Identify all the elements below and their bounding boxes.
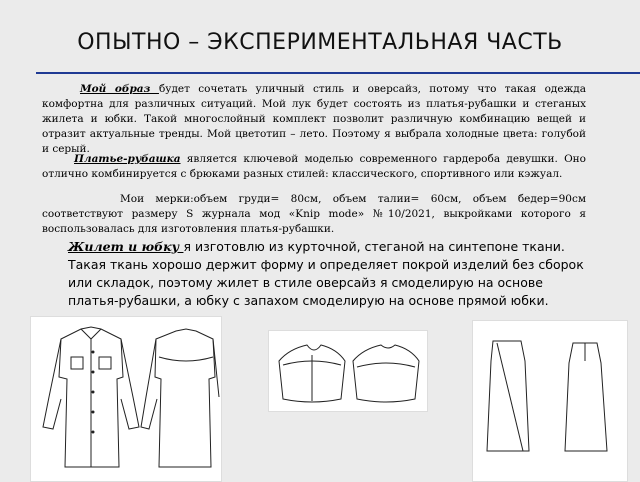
paragraph-shirt-dress bbox=[42, 152, 586, 182]
text-my-look: будет сочетать уличный стиль и оверсайз, потому что такая одежда комфортна для различных ситуаций. Мой лук будет состоять из платья-рубашки и стеганых жилета и юбки. Такой многослойный комплект позволит различную комбинацию вещей и отразит актуальные тренды. Мой цветотип – лето. Поэтому я выбрала холодные цвета: голубой и серый. bbox=[42, 83, 586, 155]
lead-my-look: Мой образ bbox=[80, 83, 159, 95]
lead-vest-skirt: Жилет и юбку bbox=[68, 239, 184, 254]
title-underline bbox=[36, 72, 640, 74]
text-shirt-dress: является ключевой моделью современного гардероба девушки. Оно отлично комбинируется с брюками разных стилей: классического, спортивного или кэжуал. bbox=[42, 153, 586, 180]
text-vest-skirt: я изготовлю из курточной, стеганой на синтепоне ткани. Такая ткань хорошо держит форму и определяет покрой изделий без сборок или складок, поэтому жилет в стиле оверсайз я смоделирую на основе платья-рубашки, а юбку с запахом смоделирую на основе прямой юбки. bbox=[68, 239, 584, 308]
lead-shirt-dress: Платье-рубашка bbox=[74, 153, 181, 165]
text-measurements: Мои мерки:объем груди= 80см, объем талии= 60см, объем бедер=90см соответствуют размеру S журнала мод «Knip mode» №10/2021, выкройками которого я воспользовалась для изготовления платья-рубашки. bbox=[42, 193, 586, 235]
shirt-dress-sketch bbox=[30, 316, 222, 482]
slide-title: ОПЫТНО – ЭКСПЕРИМЕНТАЛЬНАЯ ЧАСТЬ bbox=[77, 30, 563, 55]
paragraph-measurements bbox=[42, 192, 586, 237]
skirt-sketch bbox=[472, 320, 628, 482]
vest-sketch bbox=[268, 330, 428, 412]
paragraph-vest-skirt bbox=[68, 238, 588, 310]
paragraph-my-look bbox=[42, 82, 586, 157]
